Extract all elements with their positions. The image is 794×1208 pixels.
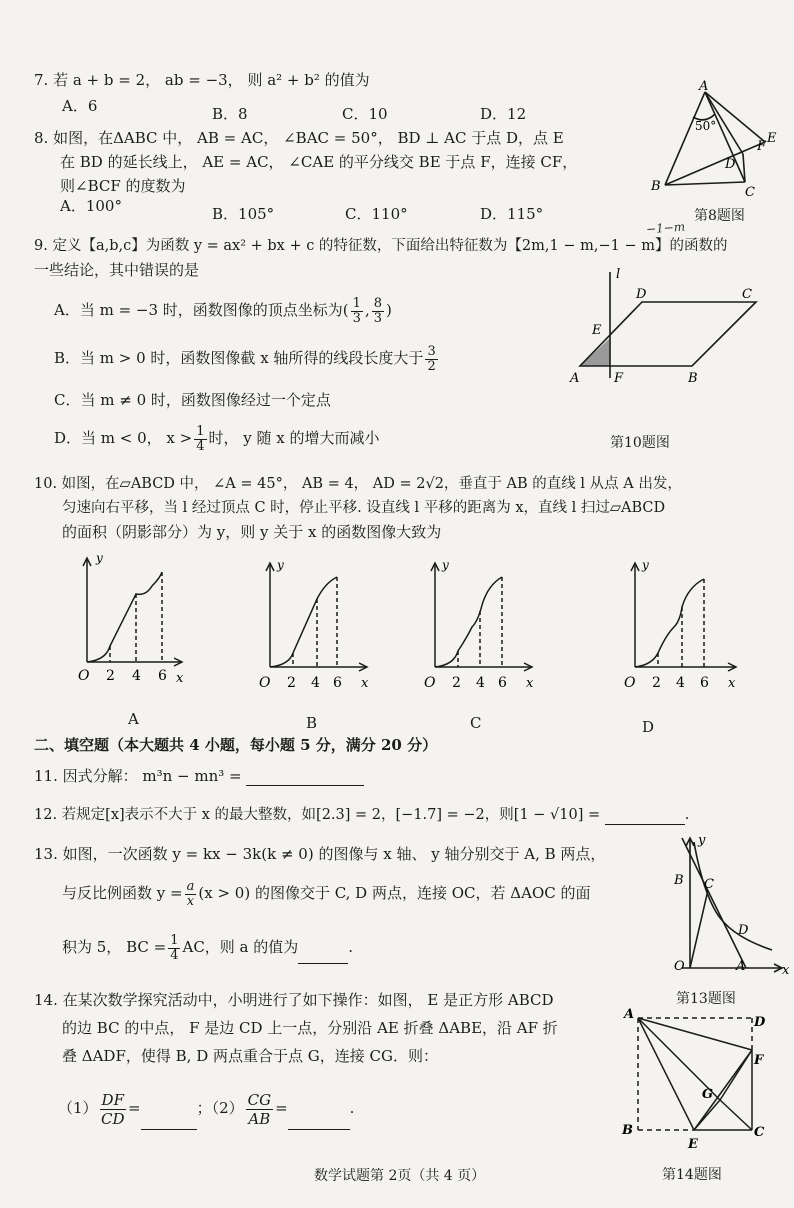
- fig13-label-a: A: [736, 959, 746, 974]
- q13-frac-a-x: [185, 880, 197, 909]
- q13-line2-pre: 与反比例函数 y =: [62, 884, 183, 902]
- figure-10: [570, 268, 770, 393]
- fig13-label-y: y: [698, 833, 706, 848]
- fig14-label-b: B: [622, 1123, 633, 1138]
- q9-option-b: [54, 342, 440, 374]
- q9-option-a-frac1-num: 1: [352, 295, 361, 311]
- graph-a-tick-6: 6: [158, 668, 167, 684]
- q14-eq2: =: [275, 1099, 288, 1117]
- figure-14: [620, 1006, 770, 1156]
- q8-option-c: C．110°: [345, 205, 408, 223]
- graph-c-y-label: y: [442, 558, 449, 572]
- q14-answers: [58, 1086, 354, 1130]
- q14-part1-label: （1）: [58, 1099, 98, 1117]
- graph-a: [72, 550, 192, 690]
- q14-df: DF: [101, 1090, 124, 1109]
- fig8-label-c: C: [745, 185, 755, 200]
- q10-line1: 10. 如图，在▱ABCD 中， ∠A = 45°， AB = 4， AD = 2√2，垂直于 AB 的直线 l 从点 A 出发，: [34, 476, 682, 492]
- q14-line2: 的边 BC 的中点， F 是边 CD 上一点，分别沿 AE 折叠 ΔABE，沿 AF 折: [62, 1019, 558, 1037]
- fig14-label-a: A: [624, 1007, 635, 1022]
- fig8-label-b: B: [651, 179, 661, 194]
- q9-option-d-post: 时， y 随 x 的增大而减小: [208, 429, 380, 447]
- graph-a-x-label: x: [176, 671, 184, 686]
- fig10-label-d: D: [636, 287, 647, 302]
- q9-option-d-pre: D．当 m < 0， x >: [54, 429, 193, 447]
- graph-a-y-label: y: [96, 551, 103, 565]
- q9-option-d-frac-num: 1: [196, 423, 205, 439]
- fig8-label-d: D: [725, 157, 736, 172]
- q9-option-a-pre: A．当 m = −3 时，函数图像的顶点坐标为(: [54, 301, 349, 319]
- q14-line1: 14. 在某次数学探究活动中，小明进行了如下操作：如图， E 是正方形 ABCD: [34, 991, 554, 1009]
- q13-bc-den: 4: [170, 947, 179, 963]
- q7-option-d: D．12: [480, 105, 527, 123]
- q9-option-a-frac2-num: 8: [373, 295, 383, 311]
- q14-cg: CG: [247, 1090, 272, 1109]
- fig13-label-c: C: [704, 877, 714, 892]
- q9-option-a-frac1-den: 3: [352, 310, 361, 326]
- graph-d-label: D: [642, 718, 655, 736]
- q12-stem-text: 12. 若规定[x]表示不大于 x 的最大整数，如[2.3] = 2，[−1.7] = −2，则[1 − √10] =: [34, 807, 601, 823]
- q8-line2: 在 BD 的延长线上， AE = AC， ∠CAE 的平分线交 BE 于点 F，连接 CF，: [60, 153, 578, 171]
- graph-a-tick-o: O: [78, 668, 90, 684]
- graph-b: [255, 555, 375, 695]
- graph-b-x-label: x: [361, 676, 369, 691]
- fig13-label-x: x: [782, 963, 790, 978]
- q8-option-b: B．105°: [212, 205, 275, 223]
- fig14-label-f: F: [754, 1053, 764, 1068]
- q9-option-a-frac2: [372, 297, 384, 326]
- q13-line1: 13. 如图，一次函数 y = kx − 3k(k ≠ 0) 的图像与 x 轴、 y 轴分别交于 A, B 两点，: [34, 845, 606, 863]
- q7-option-c: C．10: [342, 105, 388, 123]
- graph-d-tick-6: 6: [700, 675, 709, 691]
- q9-option-b-frac: [425, 345, 437, 374]
- figure-10-caption: 第10题图: [610, 435, 670, 451]
- graph-a-label: A: [128, 710, 139, 728]
- q12-answer-blank[interactable]: [605, 806, 685, 825]
- q14-eq1: =: [127, 1099, 141, 1117]
- graph-b-tick-6: 6: [333, 675, 342, 691]
- q9-option-a-frac1: [351, 297, 363, 326]
- graph-b-tick-o: O: [259, 675, 271, 691]
- graph-d-tick-o: O: [624, 675, 636, 691]
- fig10-label-a: A: [570, 371, 580, 386]
- q14-answer2-blank[interactable]: [288, 1103, 350, 1130]
- graph-d-tick-2: 2: [652, 675, 661, 691]
- q9-option-a-frac2-den: 3: [373, 310, 383, 326]
- q13-line3-pre: 积为 5， BC =: [62, 938, 167, 956]
- q14-line3: 叠 ΔADF，使得 B, D 两点重合于点 G，连接 CG．则：: [62, 1047, 438, 1065]
- figure-13-caption: 第13题图: [676, 991, 736, 1007]
- q11-stem: [34, 766, 364, 786]
- fig10-label-e: E: [592, 323, 602, 338]
- q13-line2-post: (x > 0) 的图像交于 C, D 两点，连接 OC，若 ΔAOC 的面: [198, 884, 591, 902]
- graph-d-y-label: y: [642, 558, 649, 572]
- q13-line2: [62, 876, 591, 910]
- q14-end: .: [349, 1099, 355, 1117]
- figure-13: [672, 832, 790, 982]
- fig10-label-b: B: [688, 371, 698, 386]
- q13-answer-blank[interactable]: [298, 945, 348, 964]
- graph-b-y-label: y: [277, 558, 284, 572]
- figure-14-caption: 第14题图: [662, 1167, 722, 1183]
- q9-option-b-frac-num: 3: [427, 343, 436, 359]
- q9-line2: 一些结论，其中错误的是: [34, 261, 200, 279]
- q8-option-a: A．100°: [60, 197, 122, 215]
- q13-frac-bc: [168, 934, 180, 963]
- q7-option-a: A．6: [62, 97, 98, 115]
- q14-cd: CD: [101, 1109, 125, 1128]
- fig14-label-c: C: [754, 1125, 765, 1140]
- graph-a-tick-2: 2: [106, 668, 115, 684]
- q14-frac-df-cd: [100, 1091, 126, 1128]
- q14-frac-cg-ab: [246, 1091, 273, 1128]
- q8-option-d: D．115°: [480, 205, 544, 223]
- q9-option-b-frac-den: 2: [427, 358, 436, 374]
- graph-b-tick-4: 4: [311, 675, 320, 691]
- graph-a-tick-4: 4: [132, 668, 141, 684]
- q7-option-b: B．8: [212, 105, 248, 123]
- fig14-label-e: E: [688, 1137, 698, 1152]
- q14-ab: AB: [248, 1109, 271, 1128]
- graph-d: [620, 555, 745, 695]
- q9-option-a-post: ): [386, 301, 392, 319]
- graph-d-x-label: x: [728, 676, 736, 691]
- q12-stem: [34, 805, 689, 825]
- graph-c: [420, 555, 540, 695]
- fig8-label-e: E: [767, 131, 777, 146]
- q12-end: .: [684, 807, 690, 823]
- graph-c-tick-o: O: [424, 675, 436, 691]
- figure-8: [645, 79, 785, 202]
- graph-c-tick-2: 2: [452, 675, 461, 691]
- q13-frac-num: a: [186, 878, 195, 894]
- q13-frac-den: x: [186, 893, 195, 909]
- graph-d-tick-4: 4: [676, 675, 685, 691]
- q7-stem: 7. 若 a + b = 2， ab = −3， 则 a² + b² 的值为: [34, 71, 370, 89]
- q10-line3: 的面积（阴影部分）为 y，则 y 关于 x 的函数图像大致为: [62, 523, 442, 541]
- graph-c-label: C: [470, 714, 482, 732]
- graph-c-tick-4: 4: [476, 675, 485, 691]
- graph-c-tick-6: 6: [498, 675, 507, 691]
- page-footer: 数学试题第 2页（共 4 页）: [314, 1168, 486, 1184]
- fig13-label-o: O: [674, 959, 685, 974]
- fig14-label-d: D: [754, 1015, 766, 1030]
- fig14-label-g: G: [702, 1087, 714, 1102]
- q14-separator: ；（2）: [196, 1099, 244, 1117]
- fig10-label-l: l: [616, 267, 621, 282]
- q9-option-d-frac-den: 4: [196, 438, 205, 454]
- q11-stem-text: 11. 因式分解： m³n − mn³ =: [34, 767, 242, 785]
- q8-line1: 8. 如图，在ΔABC 中， AB = AC， ∠BAC = 50°， BD ⊥ AC 于点 D，点 E: [34, 129, 564, 147]
- q9-handwriting: −1−m: [645, 219, 686, 237]
- figure-8-caption: 第8题图: [694, 208, 745, 224]
- section-2-title: 二、填空题（本大题共 4 小题，每小题 5 分，满分 20 分）: [34, 736, 438, 754]
- q9-option-d-frac: [194, 425, 206, 454]
- q13-end: .: [348, 938, 354, 956]
- fig8-label-a: A: [699, 79, 709, 94]
- fig10-label-c: C: [742, 287, 752, 302]
- graph-b-tick-2: 2: [287, 675, 296, 691]
- fig8-label-f: F: [757, 139, 767, 154]
- fig13-label-d: D: [738, 923, 749, 938]
- graph-b-label: B: [306, 714, 318, 732]
- fig8-label-angle: 50°: [695, 119, 717, 133]
- q9-option-a-comma: ,: [364, 301, 370, 319]
- fig13-label-b: B: [674, 873, 684, 888]
- q13-line3-post: AC，则 a 的值为: [182, 938, 299, 956]
- graph-c-x-label: x: [526, 676, 534, 691]
- q9-option-d: [54, 422, 380, 454]
- q9-option-a: [54, 294, 392, 326]
- q9-option-c: C．当 m ≠ 0 时，函数图像经过一个定点: [54, 391, 331, 409]
- q13-bc-num: 1: [170, 932, 179, 948]
- q8-line3: 则∠BCF 的度数为: [60, 177, 186, 195]
- q9-line1: 9. 定义【a,b,c】为函数 y = ax² + bx + c 的特征数，下面给出特征数为【2m,1 − m,−1 − m】的函数的: [34, 238, 728, 254]
- q13-line3: [62, 930, 353, 964]
- q11-answer-blank[interactable]: [246, 767, 364, 786]
- fig10-label-f: F: [614, 371, 624, 386]
- q10-line2: 匀速向右平移，当 l 经过顶点 C 时，停止平移. 设直线 l 平移的距离为 x，直线 l 扫过▱ABCD: [62, 500, 666, 516]
- q9-option-b-pre: B．当 m > 0 时，函数图像截 x 轴所得的线段长度大于: [54, 349, 424, 367]
- q14-answer1-blank[interactable]: [141, 1103, 197, 1130]
